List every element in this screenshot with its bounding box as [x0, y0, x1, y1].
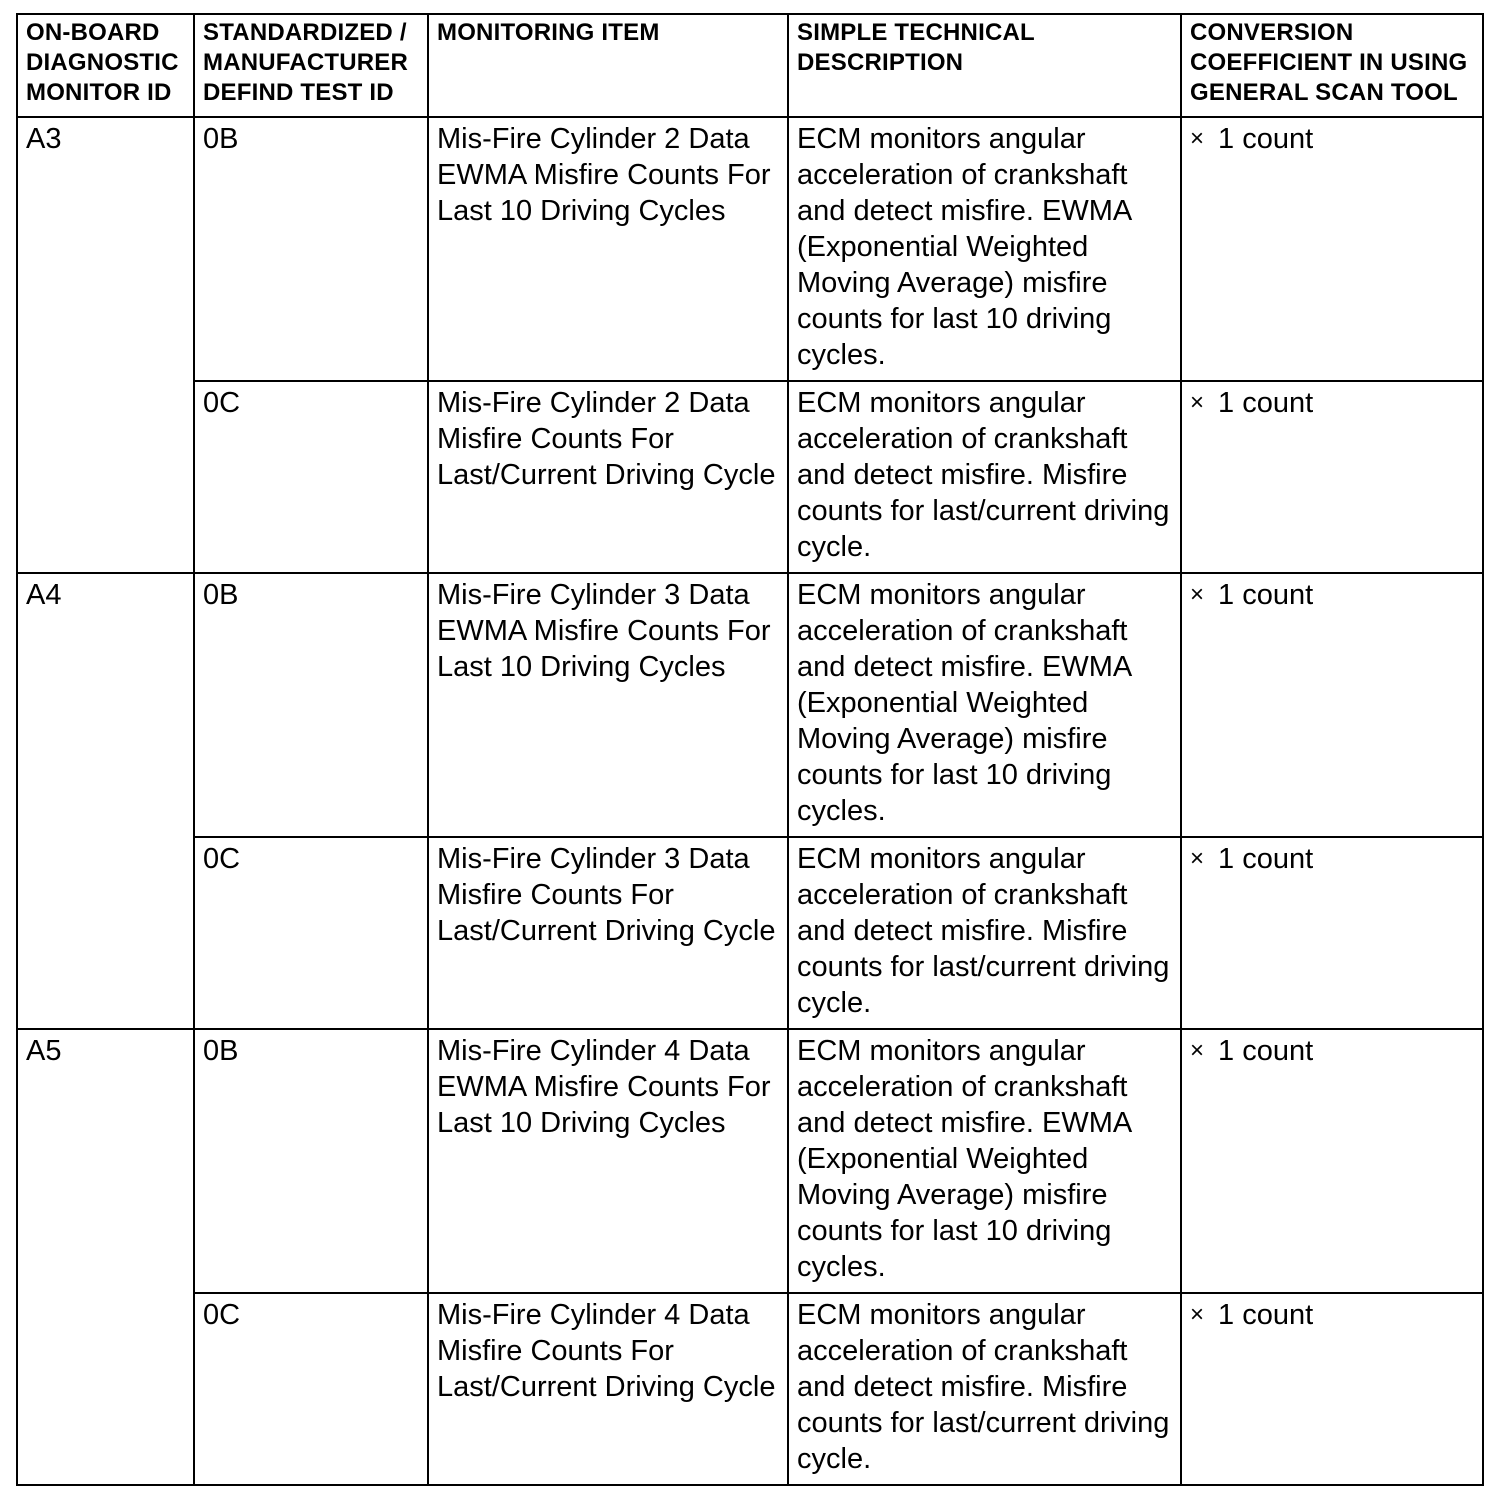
table-row [17, 117, 1483, 381]
conversion-cell [1181, 1293, 1483, 1485]
conversion-cell [1181, 1029, 1483, 1293]
monitoring-item-cell: Mis-Fire Cylinder 4 Data EWMA Misfire Counts For Last 10 Driving Cycles [428, 1029, 788, 1293]
multiply-icon: × [1190, 845, 1205, 872]
description-cell: ECM monitors angular acceleration of crankshaft and detect misfire. EWMA (Exponential Weighted Moving Average) misfire counts for last 10 driving cycles. [788, 573, 1181, 837]
header-description: SIMPLE TECHNICAL DESCRIPTION [788, 14, 1181, 117]
test-id-cell: 0B [194, 1029, 428, 1293]
test-id-cell: 0C [194, 381, 428, 573]
header-monitoring-item: MONITORING ITEM [428, 14, 788, 117]
monitoring-item-cell: Mis-Fire Cylinder 4 Data Misfire Counts For Last/Current Driving Cycle [428, 1293, 788, 1485]
header-test-id: STANDARDIZED / MANUFACTURER DEFIND TEST ID [194, 14, 428, 117]
multiply-icon: × [1190, 125, 1205, 152]
monitor-id-cell: A3 [17, 117, 194, 573]
conversion-value: 1 count [1218, 387, 1314, 419]
test-id-cell: 0B [194, 117, 428, 381]
conversion-cell [1181, 837, 1483, 1029]
table-row [17, 573, 1483, 837]
table-row [17, 1029, 1483, 1293]
monitor-id-cell: A4 [17, 573, 194, 1029]
description-cell: ECM monitors angular acceleration of crankshaft and detect misfire. Misfire counts for last/current driving cycle. [788, 1293, 1181, 1485]
monitor-data-table [16, 13, 1484, 1486]
description-cell: ECM monitors angular acceleration of crankshaft and detect misfire. Misfire counts for last/current driving cycle. [788, 837, 1181, 1029]
table-row [17, 837, 1483, 1029]
monitoring-item-cell: Mis-Fire Cylinder 2 Data EWMA Misfire Counts For Last 10 Driving Cycles [428, 117, 788, 381]
description-cell: ECM monitors angular acceleration of crankshaft and detect misfire. EWMA (Exponential Weighted Moving Average) misfire counts for last 10 driving cycles. [788, 1029, 1181, 1293]
monitoring-item-cell: Mis-Fire Cylinder 2 Data Misfire Counts For Last/Current Driving Cycle [428, 381, 788, 573]
conversion-cell [1181, 573, 1483, 837]
monitoring-item-cell: Mis-Fire Cylinder 3 Data Misfire Counts For Last/Current Driving Cycle [428, 837, 788, 1029]
monitor-id-cell: A5 [17, 1029, 194, 1485]
conversion-cell [1181, 117, 1483, 381]
table-row [17, 1293, 1483, 1485]
header-conversion: CONVERSION COEFFICIENT IN USING GENERAL SCAN TOOL [1181, 14, 1483, 117]
conversion-value: 1 count [1218, 579, 1314, 611]
multiply-icon: × [1190, 581, 1205, 608]
monitoring-item-cell: Mis-Fire Cylinder 3 Data EWMA Misfire Counts For Last 10 Driving Cycles [428, 573, 788, 837]
conversion-value: 1 count [1218, 843, 1314, 875]
test-id-cell: 0C [194, 1293, 428, 1485]
multiply-icon: × [1190, 1301, 1205, 1328]
header-monitor-id: ON-BOARD DIAGNOSTIC MONITOR ID [17, 14, 194, 117]
test-id-cell: 0B [194, 573, 428, 837]
multiply-icon: × [1190, 389, 1205, 416]
conversion-value: 1 count [1218, 1299, 1314, 1331]
multiply-icon: × [1190, 1037, 1205, 1064]
description-cell: ECM monitors angular acceleration of crankshaft and detect misfire. EWMA (Exponential Weighted Moving Average) misfire counts for last 10 driving cycles. [788, 117, 1181, 381]
table-row [17, 381, 1483, 573]
conversion-cell [1181, 381, 1483, 573]
test-id-cell: 0C [194, 837, 428, 1029]
header-row [17, 14, 1483, 117]
conversion-value: 1 count [1218, 1035, 1314, 1067]
conversion-value: 1 count [1218, 123, 1314, 155]
description-cell: ECM monitors angular acceleration of crankshaft and detect misfire. Misfire counts for last/current driving cycle. [788, 381, 1181, 573]
